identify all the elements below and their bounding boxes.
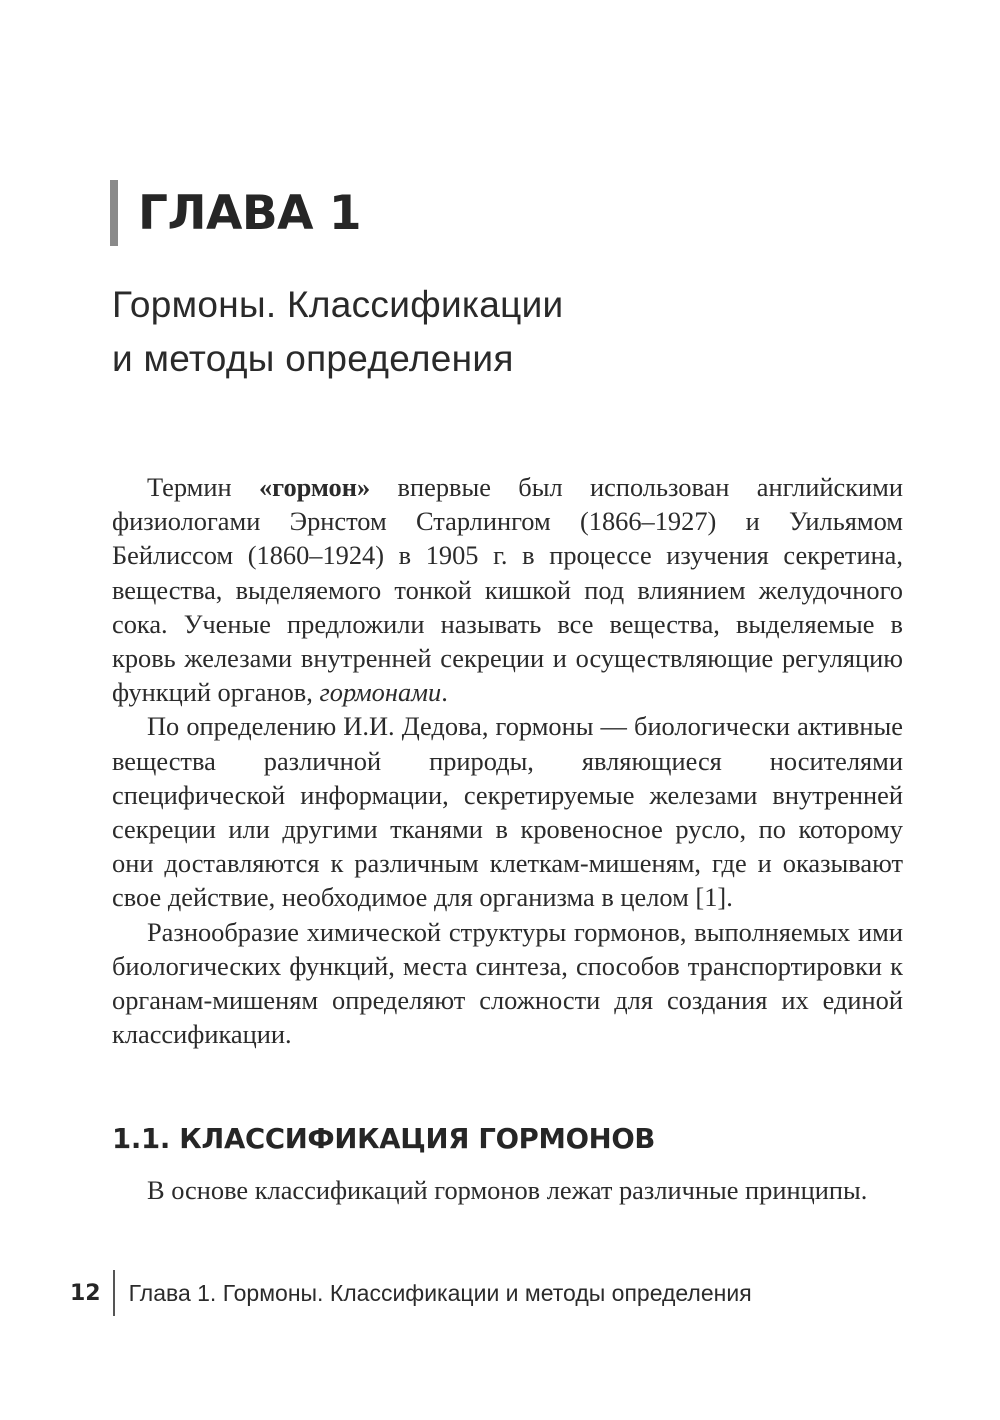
section-paragraph-1: В основе классификаций гормонов лежат различные принципы. [147, 1175, 868, 1205]
chapter-label: ГЛАВА 1 [138, 185, 362, 241]
paragraph-1-mid: впервые был использован английскими физиологами Эрнстом Старлингом (1866–1927) и Уильямом Бейлиссом (1860–1924) в 1905 г. в процессе изучения секретина, вещества, выделяемого тонкой кишкой под влиянием желудочного сока. Ученые предложили называть все вещества, выделяемые в кровь железами внутренней секреции и осуществляющие регуляцию функций органов, [112, 472, 903, 708]
paragraph-1 [112, 470, 903, 709]
page-number: 12 [70, 1280, 101, 1306]
term-hormones-italic: гормонами [319, 677, 442, 708]
section-heading: 1.1. КЛАССИФИКАЦИЯ ГОРМОНОВ [112, 1123, 656, 1155]
paragraph-1-post: . [441, 677, 448, 708]
body-text [112, 470, 903, 1051]
running-title: Глава 1. Гормоны. Классификации и методы определения [128, 1279, 752, 1306]
chapter-heading [110, 180, 361, 246]
paragraph-3: Разнообразие химической структуры гормонов, выполняемых ими биологических функций, места синтеза, способов транспортировки к органам-мишеням определяют сложности для создания их единой классификации. [112, 916, 903, 1050]
section-body [112, 1173, 903, 1207]
term-hormone: «гормон» [258, 472, 371, 502]
chapter-accent-bar [110, 180, 118, 246]
chapter-subtitle [112, 278, 812, 386]
chapter-subtitle-line-2: и методы определения [112, 338, 514, 379]
paragraph-1-pre: Термин [147, 472, 259, 502]
paragraph-2: По определению И.И. Дедова, гормоны — биологически активные вещества различной природы, являющиеся носителями специфической информации, секретируемые железами внутренней секреции или другими тканями в кровеносное русло, по которому они доставляются к различным клеткам-мишеням, где и оказывают свое действие, необходимое для организма в целом [1]. [112, 711, 903, 913]
chapter-subtitle-line-1: Гормоны. Классификации [112, 284, 564, 325]
page-footer [70, 1270, 752, 1316]
footer-divider [113, 1270, 115, 1316]
